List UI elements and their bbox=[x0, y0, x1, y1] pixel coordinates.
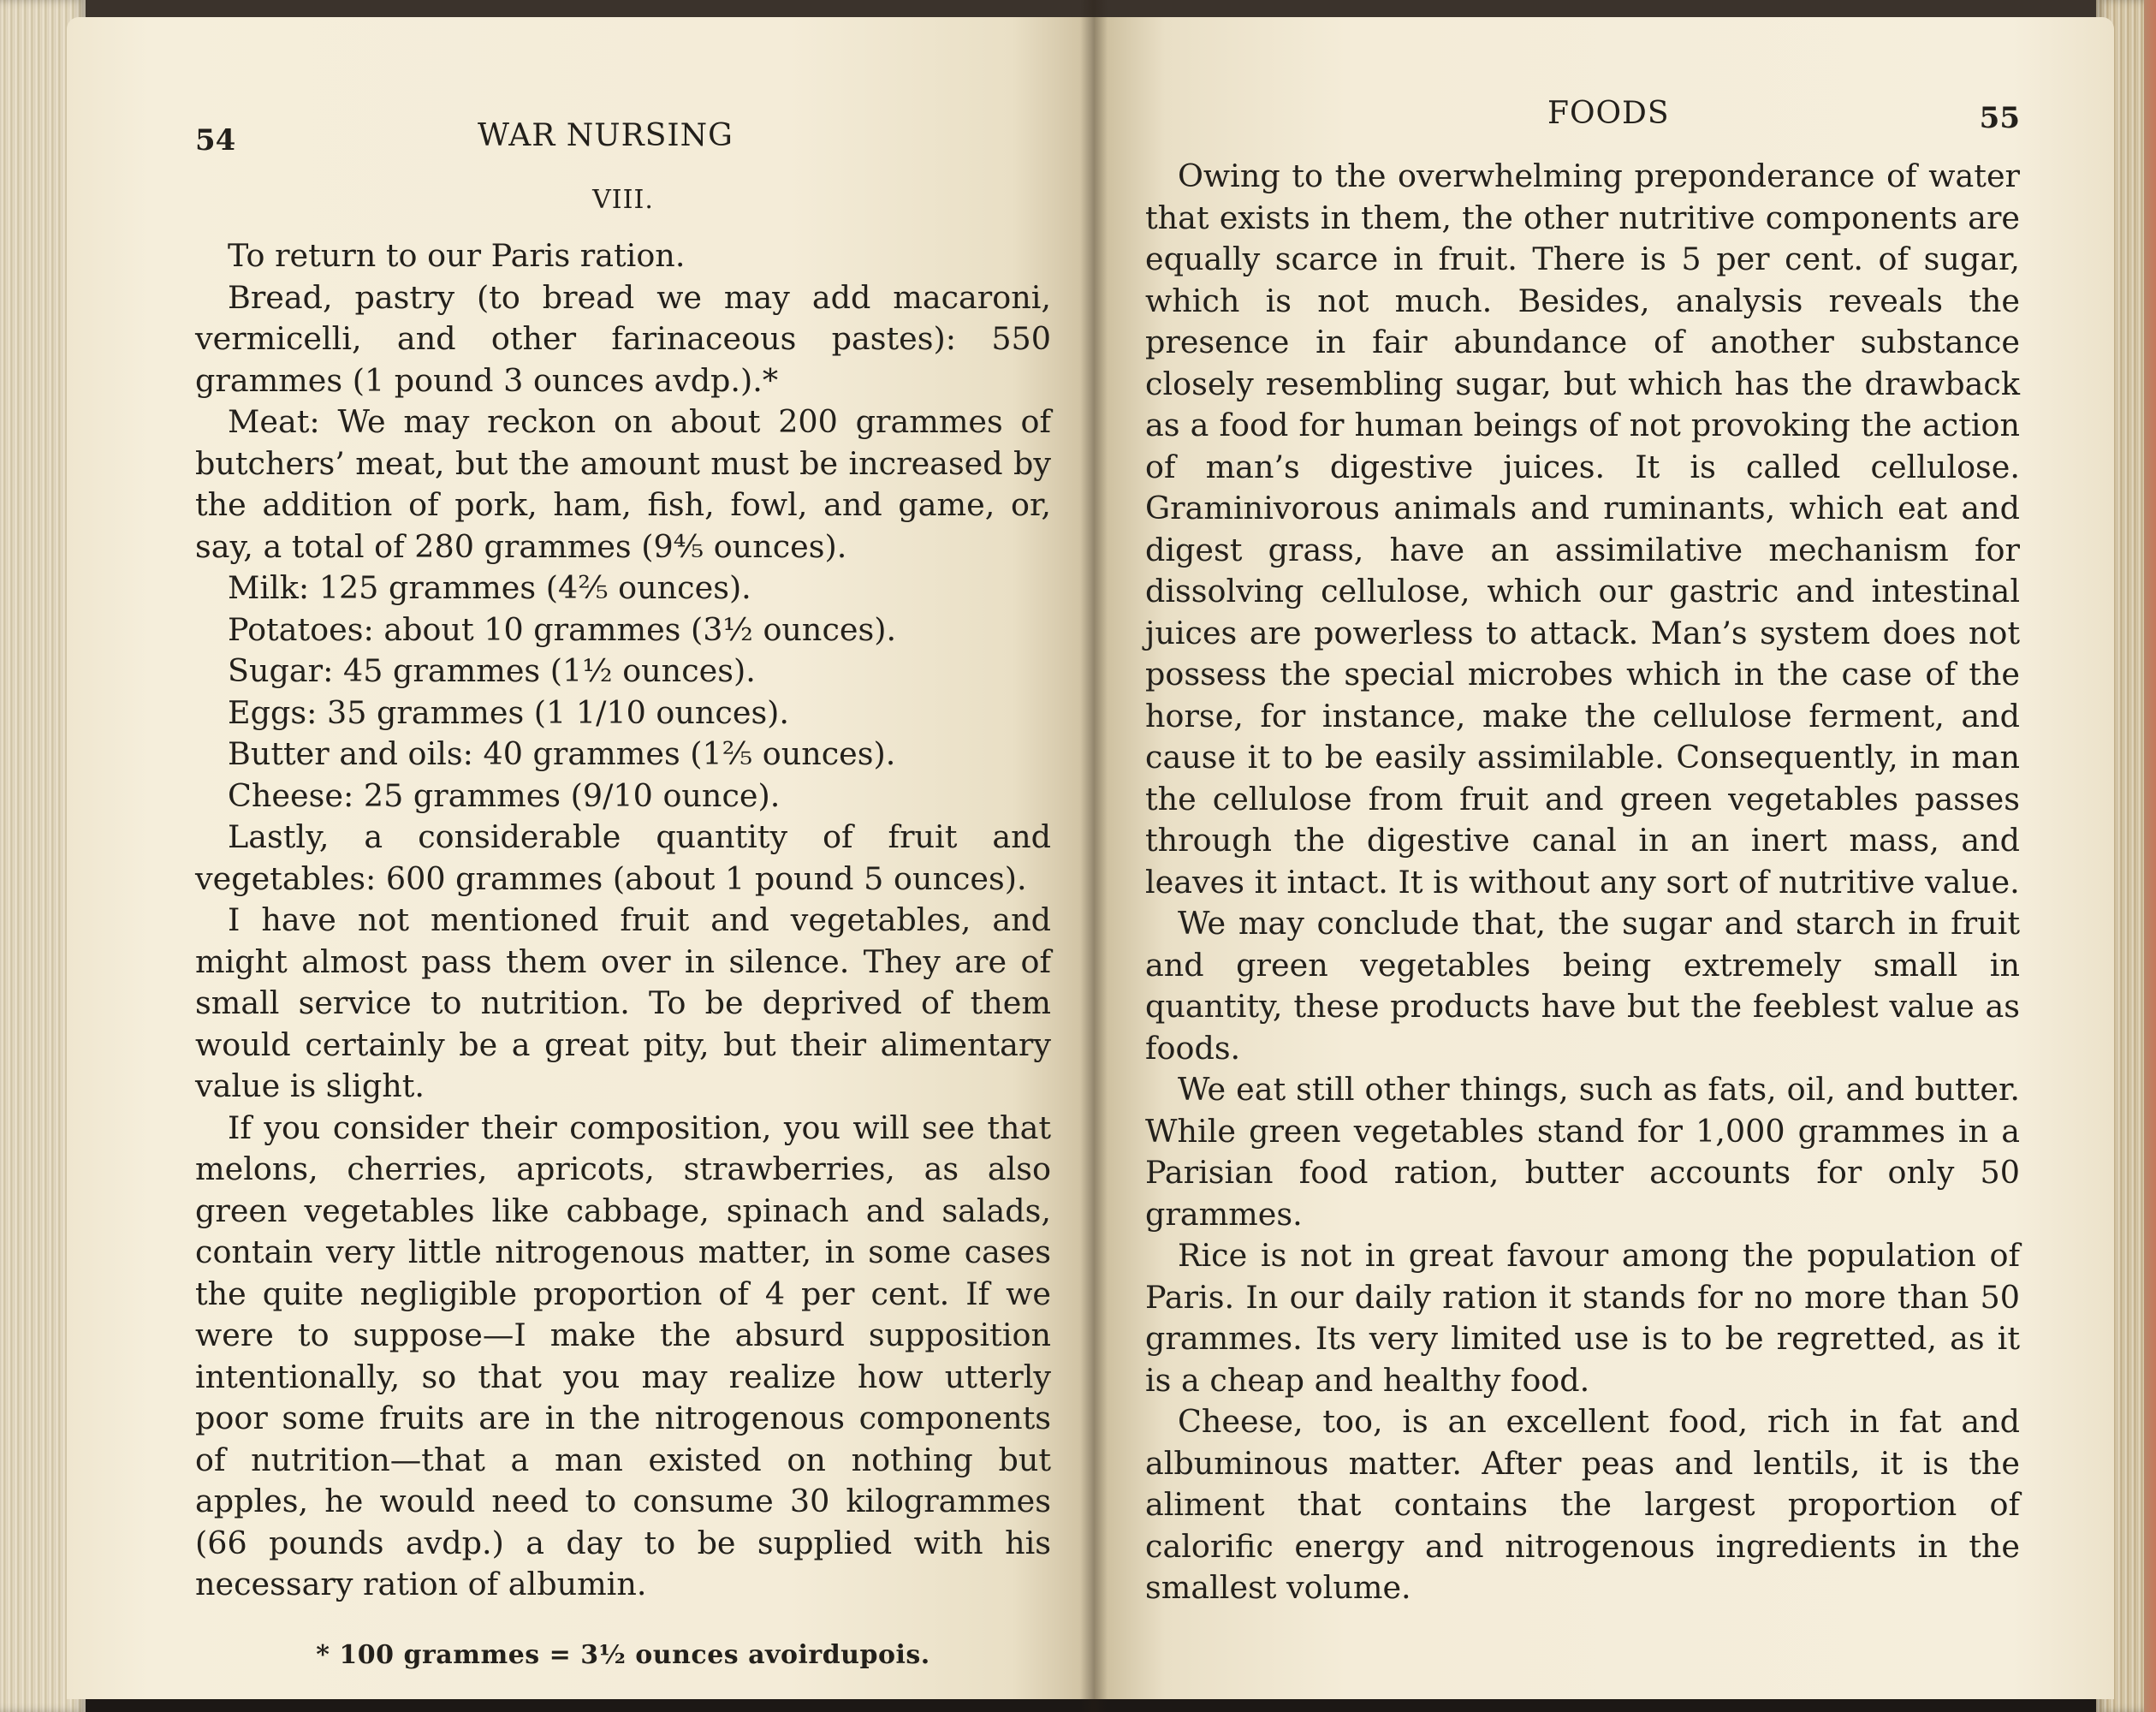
running-title-left: WAR NURSING bbox=[478, 118, 734, 153]
left-page-header bbox=[195, 110, 1051, 169]
paragraph: Milk: 125 grammes (4⅖ ounces). bbox=[228, 569, 751, 606]
running-title-right: FOODS bbox=[1547, 96, 1670, 131]
right-page-header bbox=[1145, 96, 2020, 156]
paragraph: Cheese: 25 grammes (9/10 ounce). bbox=[228, 776, 781, 814]
paragraph: We may conclude that, the sugar and starch in fruit and green vegetables being extremely small in quantity, these products have but the feeblest value as foods. bbox=[1145, 905, 2020, 1067]
right-page bbox=[1094, 17, 2114, 1699]
page-number-right: 55 bbox=[1979, 101, 2020, 135]
paragraph: Eggs: 35 grammes (1 1/10 ounces). bbox=[228, 693, 790, 731]
paragraph: Lastly, a considerable quantity of fruit and vegetables: 600 grammes (about 1 pound 5 ounces). bbox=[195, 818, 1051, 897]
paragraph: If you consider their composition, you will see that melons, cherries, apricots, strawberries, as also green vegetables like cabbage, spinach and salads, contain very little nitrogenous matter, in some cases the quite negligible proportion of 4 per cent. If we were to suppose—I make the absurd supposition intentionally, so that you may realize how utterly poor some fruits are in the nitrogenous components of nutrition—that a man existed on nothing but apples, he would need to consume 30 kilogrammes (66 pounds avdp.) a day to be supplied with his necessary ration of albumin. bbox=[195, 1109, 1051, 1602]
paragraph: Bread, pastry (to bread we may add macaroni, vermicelli, and other farinaceous pastes): 550 grammes (1 pound 3 ounces avdp.).* bbox=[195, 278, 1051, 399]
paragraph: Rice is not in great favour among the population of Paris. In our daily ration it stands for no more than 50 grammes. Its very limited use is to be regretted, as it is a cheap and healthy food. bbox=[1145, 1237, 2020, 1399]
footnote: * 100 grammes = 3½ ounces avoirdupois. bbox=[316, 1639, 930, 1670]
paragraph: Cheese, too, is an excellent food, rich in fat and albuminous matter. After peas and lentils, it is the aliment that contains the largest proportion of calorific energy and nitrogenous ingredients in the smallest volume. bbox=[1145, 1403, 2020, 1606]
book-gutter bbox=[1080, 0, 1108, 1712]
paragraph: Butter and oils: 40 grammes (1⅖ ounces). bbox=[228, 735, 896, 772]
paragraph: Owing to the overwhelming preponderance of water that exists in them, the other nutritive components are equally scarce in fruit. There is 5 per cent. of sugar, which is not much. Besides, analysis reveals the presence in fair abundance of another substance closely resembling sugar, but which has the drawback as a food for human beings of not provoking the action of man’s digestive juices. It is called cellulose. Graminivorous animals and ruminants, which eat and digest grass, have an assimilative mechanism for dissolving cellulose, which our gastric and intestinal juices are powerless to attack. Man’s system does not possess the special microbes which in the case of the horse, for instance, make the cellulose ferment, and cause it to be easily assimilable. Consequently, in man the cellulose from fruit and green vegetables passes through the digestive canal in an inert mass, and leaves it intact. It is without any sort of nutritive value. bbox=[1145, 158, 2020, 901]
left-page bbox=[67, 17, 1094, 1699]
paragraph: Sugar: 45 grammes (1½ ounces). bbox=[228, 652, 756, 689]
paragraph: We eat still other things, such as fats, oil, and butter. While green vegetables stand for 1,000 grammes in a Parisian food ration, butter accounts for only 50 grammes. bbox=[1145, 1071, 2020, 1233]
paragraph: I have not mentioned fruit and vegetables, and might almost pass them over in silence. They are of small service to nutrition. To be deprived of them would certainly be a great pity, but their alimentary value is slight. bbox=[195, 901, 1051, 1104]
paragraph: Potatoes: about 10 grammes (3½ ounces). bbox=[228, 610, 897, 648]
paragraph: To return to our Paris ration. bbox=[228, 237, 686, 274]
page-number-left: 54 bbox=[195, 123, 236, 158]
paragraph: Meat: We may reckon on about 200 grammes of butchers’ meat, but the amount must be increased by the addition of pork, ham, fish, fowl, and game, or, say, a total of 280 grammes (9⅘ ounces). bbox=[195, 403, 1051, 565]
section-number: VIII. bbox=[592, 185, 654, 215]
